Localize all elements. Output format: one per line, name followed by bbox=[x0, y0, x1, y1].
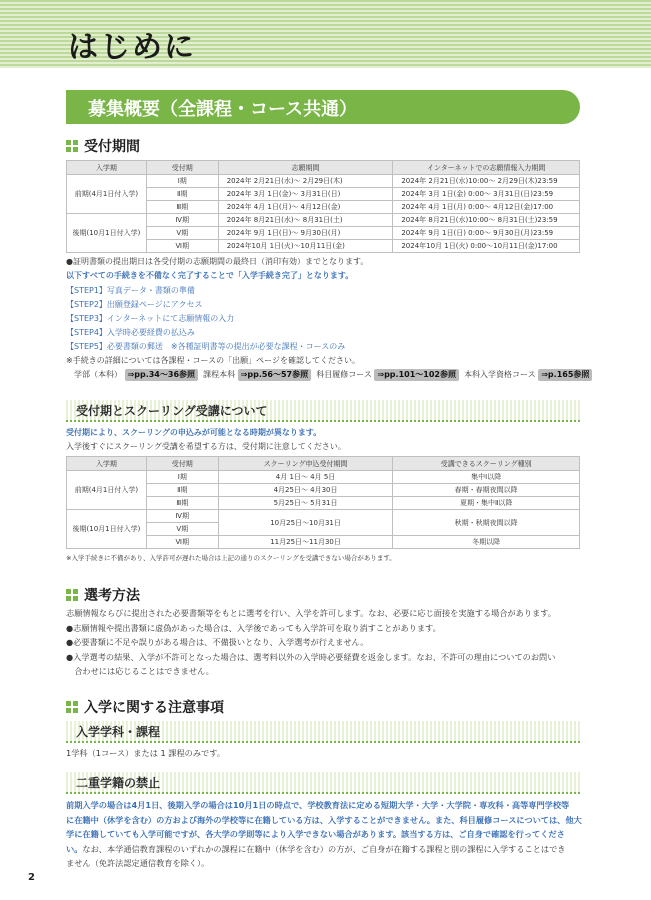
selection-line: ●入学選考の結果、入学が不許可となった場合は、選考料以外の入学時必要経費を返金します。なお、不許可の理由についてのお問い bbox=[66, 651, 556, 662]
square-bullet-icon bbox=[66, 589, 78, 601]
table-row bbox=[67, 510, 580, 523]
term-cell: 後期(10月1日付入学) bbox=[67, 214, 147, 253]
heading-selection: 選考方法 bbox=[66, 585, 140, 605]
selection-line: 志願情報ならびに提出された必要書類等をもとに選考を行い、入学を許可します。なお、必要に応じ面接を実施する場合があります。 bbox=[66, 608, 556, 618]
acceptance-table bbox=[66, 160, 580, 253]
col-header: 受付期 bbox=[146, 457, 218, 471]
step-item: 【STEP4】入学時必要経費の払込み bbox=[66, 328, 195, 337]
table-header-row bbox=[67, 161, 580, 175]
table-cell: 集中Ⅰ以降 bbox=[393, 471, 580, 484]
table-cell: 2024年 3月 1日(金) 0:00～ 3月31日(日)23:59 bbox=[393, 188, 580, 201]
term-cell: 後期(10月1日付入学) bbox=[67, 510, 147, 549]
term-cell: 前期(4月1日付入学) bbox=[67, 175, 147, 214]
table-row bbox=[67, 214, 580, 227]
table-cell: 4月 1日～ 4月 5日 bbox=[218, 471, 393, 484]
square-bullet-icon bbox=[66, 701, 78, 713]
schooling-text: 入学後すぐにスクーリング受講を希望する方は、受付期に注意してください。 bbox=[66, 442, 346, 451]
table-cell: 2024年 8月21日(水)～ 8月31日(土) bbox=[218, 214, 393, 227]
page-reference-link[interactable]: ⇒p.165参照 bbox=[538, 369, 592, 381]
table-cell: 10月25日～10月31日 bbox=[218, 510, 393, 536]
reference-line: 学部（本科） ⇒pp.34〜36参照 課程本科 ⇒pp.56〜57参照 科目履修コース ⇒pp.101〜102参照 本科入学資格コース ⇒p.165参照 bbox=[74, 369, 592, 381]
body-line: い。なお、本学通信教育課程のいずれかの課程に在籍中（休学を含む）の方が、ご自身が在籍する課程と別の課程に入学することはでき bbox=[66, 843, 566, 854]
table-cell: 2024年 4月 1日(月)～ 4月12日(金) bbox=[218, 201, 393, 214]
section-title: 募集概要（全課程・コース共通） bbox=[88, 99, 358, 120]
details-note: ※手続きの詳細については各課程・コースの「出願」ページを確認してください。 bbox=[66, 356, 360, 365]
col-header: 受付期 bbox=[146, 161, 218, 175]
deadline-note: ●証明書類の提出期日は各受付期の志願期間の最終日（消印有効）までとなります。 bbox=[66, 257, 369, 266]
selection-body bbox=[66, 606, 586, 679]
subheading-department: 入学学科・課程 bbox=[66, 721, 580, 743]
table-cell: Ⅴ期 bbox=[146, 523, 218, 536]
term-cell: 前期(4月1日付入学) bbox=[67, 471, 147, 510]
body-line: ません（免許法認定通信教育を除く）。 bbox=[66, 858, 210, 868]
table-cell: Ⅵ期 bbox=[146, 536, 218, 549]
table-cell: Ⅵ期 bbox=[146, 240, 218, 253]
col-header: インターネットでの志願情報入力期間 bbox=[393, 161, 580, 175]
table-cell: Ⅲ期 bbox=[146, 201, 218, 214]
selection-line: ●必要書類に不足や誤りがある場合は、不備扱いとなり、入学選考が行えません。 bbox=[66, 637, 369, 647]
col-header: 入学期 bbox=[67, 457, 147, 471]
table-cell: Ⅱ期 bbox=[146, 484, 218, 497]
selection-line: ●志願情報や提出書類に虚偽があった場合は、入学後であっても入学許可を取り消すことがあります。 bbox=[66, 622, 441, 633]
step-item: 【STEP3】インターネットにて志願情報の入力 bbox=[66, 314, 235, 323]
schooling-table bbox=[66, 456, 580, 549]
double-enrollment-text bbox=[66, 798, 586, 871]
table-header-row bbox=[67, 457, 580, 471]
procedure-note: 以下すべての手続きを不備なく完了することで「入学手続き完了」となります。 bbox=[66, 271, 354, 280]
table-row bbox=[67, 175, 580, 188]
col-header: 入学期 bbox=[67, 161, 147, 175]
col-header: スクーリング申込受付期間 bbox=[218, 457, 393, 471]
table-cell: 2024年10月 1日(火) 0:00～10月11日(金)17:00 bbox=[393, 240, 580, 253]
selection-line: 合わせには応じることはできません。 bbox=[66, 666, 214, 676]
section-banner bbox=[66, 90, 580, 124]
table-cell: Ⅰ期 bbox=[146, 471, 218, 484]
table-cell: 4月25日～ 4月30日 bbox=[218, 484, 393, 497]
table-cell: 2024年10月 1日(火)～10月11日(金) bbox=[218, 240, 393, 253]
table-cell: 2024年 4月 1日(月) 0:00～ 4月12日(金)17:00 bbox=[393, 201, 580, 214]
table-cell: Ⅳ期 bbox=[146, 214, 218, 227]
col-header: 受講できるスクーリング種別 bbox=[393, 457, 580, 471]
table-cell: 春期・春期夜間以降 bbox=[393, 484, 580, 497]
table-cell: 2024年 9月 1日(日) 0:00～ 9月30日(月)23:59 bbox=[393, 227, 580, 240]
page-number: 2 bbox=[28, 872, 35, 883]
step-item: 【STEP5】必要書類の郵送 ※各種証明書等の提出が必要な課程・コースのみ bbox=[66, 342, 346, 351]
body-line: 学に在籍していても入学可能ですが、各大学の学則等により入学できない場合があります。該当する方は、ご自身で確認を行ってくださ bbox=[66, 829, 565, 839]
page-reference-link[interactable]: ⇒pp.56〜57参照 bbox=[238, 369, 311, 381]
table-cell: Ⅳ期 bbox=[146, 510, 218, 523]
table-cell: 5月25日～ 5月31日 bbox=[218, 497, 393, 510]
heading-notes: 入学に関する注意事項 bbox=[66, 697, 224, 717]
table-cell: 2024年 2月21日(水)10:00～ 2月29日(木)23:59 bbox=[393, 175, 580, 188]
page-reference-link[interactable]: ⇒pp.101〜102参照 bbox=[374, 369, 459, 381]
subheading-double-enrollment: 二重学籍の禁止 bbox=[66, 772, 580, 794]
step-item: 【STEP1】写真データ・書類の準備 bbox=[66, 286, 195, 295]
table-cell: 11月25日～11月30日 bbox=[218, 536, 393, 549]
step-item: 【STEP2】出願登録ページにアクセス bbox=[66, 300, 203, 309]
schooling-note: ※入学手続きに不備があり、入学許可が遅れた場合は上記の通りのスクーリングを受講できない場合があります。 bbox=[66, 554, 396, 562]
table-cell: 冬期以降 bbox=[393, 536, 580, 549]
table-cell: 夏期・集中Ⅱ以降 bbox=[393, 497, 580, 510]
table-cell: 2024年 8月21日(水)10:00～ 8月31日(土)23:59 bbox=[393, 214, 580, 227]
table-cell: 2024年 9月 1日(日)～ 9月30日(月) bbox=[218, 227, 393, 240]
body-line: 前期入学の場合は4月1日、後期入学の場合は10月1日の時点で、学校教育法に定める短期大学・大学・大学院・専攻科・高等専門学校等 bbox=[66, 800, 570, 810]
department-text: 1学科（1コース）または 1 課程のみです。 bbox=[66, 748, 225, 758]
table-cell: 秋期・秋期夜間以降 bbox=[393, 510, 580, 536]
col-header: 志願期間 bbox=[218, 161, 393, 175]
table-cell: Ⅲ期 bbox=[146, 497, 218, 510]
table-cell: 2024年 3月 1日(金)～ 3月31日(日) bbox=[218, 188, 393, 201]
subheading-schooling: 受付期とスクーリング受講について bbox=[66, 400, 580, 422]
page-reference-link[interactable]: ⇒pp.34〜36参照 bbox=[125, 369, 198, 381]
square-bullet-icon bbox=[66, 140, 78, 152]
table-cell: 2024年 2月21日(水)～ 2月29日(木) bbox=[218, 175, 393, 188]
page-title: はじめに bbox=[68, 30, 196, 65]
table-row bbox=[67, 471, 580, 484]
table-cell: Ⅴ期 bbox=[146, 227, 218, 240]
body-line: に在籍中（休学を含む）の方および海外の学校等に在籍している方は、入学することができません。また、科目履修コースについては、他大 bbox=[66, 814, 582, 825]
table-cell: Ⅰ期 bbox=[146, 175, 218, 188]
table-cell: Ⅱ期 bbox=[146, 188, 218, 201]
schooling-text: 受付期により、スクーリングの申込みが可能となる時期が異なります。 bbox=[66, 428, 322, 437]
heading-acceptance: 受付期間 bbox=[66, 136, 140, 156]
